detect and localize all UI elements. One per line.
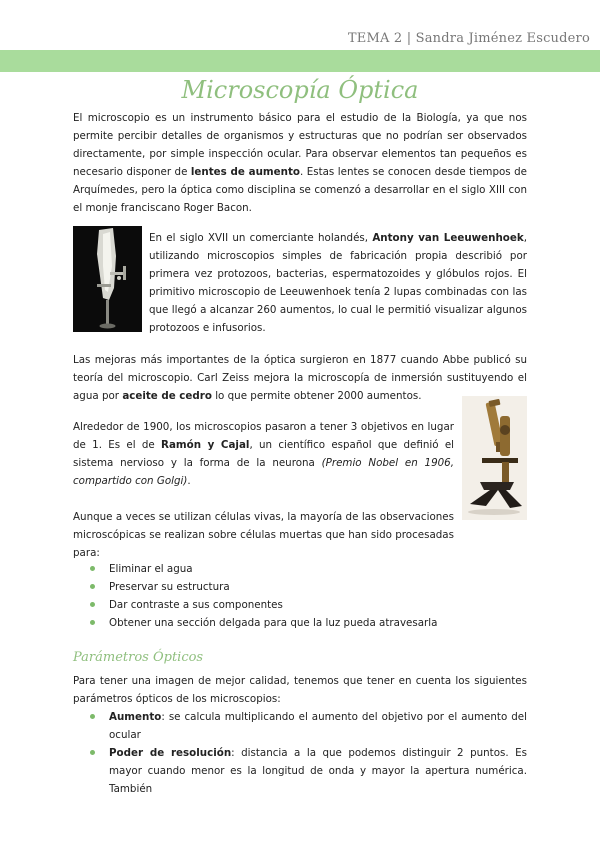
list-item: Poder de resolución: distancia a la que podemos distinguir 2 puntos. Es mayor cuando menor es la longitud de onda y mayor la apertura numérica. También	[73, 744, 527, 798]
bullet-icon	[90, 714, 95, 719]
abbe-zeiss-paragraph: Las mejoras más importantes de la óptica surgieron en 1877 cuando Abbe publicó su teoría del microscopio. Carl Zeiss mejora la microscopía de inmersión sustituyendo el agua por aceite de cedro lo que permite obtener 2000 aumentos.	[73, 354, 527, 402]
bullet-icon	[90, 584, 95, 589]
bullet-icon	[90, 566, 95, 571]
bullet-icon	[90, 750, 95, 755]
leeuwenhoek-microscope-image	[73, 226, 142, 332]
section-subtitle: Parámetros Ópticos	[73, 650, 204, 665]
leeuwenhoek-paragraph: En el siglo XVII un comerciante holandés, Antony van Leeuwenhoek, utilizando microscopios simples de fabricación propia describió por primera vez protozoos, bacterias, espermatozoides y glóbulos rojos. El primitivo microscopio de Leeuwenhoek tenía 2 lupas combinadas con las que llegó a alcanzar 260 aumentos, lo cual le permitió visualizar algunos protozoos e infusorios.	[149, 232, 527, 334]
header-text: TEMA 2 | Sandra Jiménez Escudero	[347, 31, 590, 46]
bullet-icon	[90, 602, 95, 607]
list-item: Aumento: se calcula multiplicando el aumento del objetivo por el aumento del ocular	[73, 708, 527, 744]
page-title: Microscopía Óptica	[181, 76, 419, 104]
page-header	[0, 0, 600, 50]
list-item: Preservar su estructura	[73, 578, 527, 596]
list-item: Obtener una sección delgada para que la luz pueda atravesarla	[73, 614, 527, 632]
list-item: Eliminar el agua	[73, 560, 527, 578]
optical-parameters-intro: Para tener una imagen de mejor calidad, tenemos que tener en cuenta los siguientes parámetros ópticos de los microscopios:	[73, 675, 527, 705]
processing-steps-list	[73, 560, 527, 632]
processing-paragraph: Aunque a veces se utilizan células vivas, la mayoría de las observaciones microscópicas se realizan sobre células muertas que han sido procesadas para:	[73, 511, 454, 559]
list-item: Dar contraste a sus componentes	[73, 596, 527, 614]
optical-parameters-list	[73, 708, 527, 798]
compound-microscope-image	[462, 396, 527, 520]
intro-paragraph: El microscopio es un instrumento básico para el estudio de la Biología, ya que nos permite percibir detalles de organismos y estructuras que no podrían ser observados directamente, por simple inspección ocular. Para observar elementos tan pequeños es necesario disponer de lentes de aumento. Estas lentes se conocen desde tiempos de Arquímedes, pero la óptica como disciplina se comenzó a desarrollar en el siglo XIII con el monje franciscano Roger Bacon.	[73, 112, 527, 214]
header-accent-bar	[0, 50, 600, 72]
ramon-y-cajal-paragraph: Alrededor de 1900, los microscopios pasaron a tener 3 objetivos en lugar de 1. Es el de Ramón y Cajal, un científico español que definió el sistema nervioso y la forma de la neurona (Premio Nobel en 1906, compartido con Golgi).	[73, 421, 455, 487]
bullet-icon	[90, 620, 95, 625]
